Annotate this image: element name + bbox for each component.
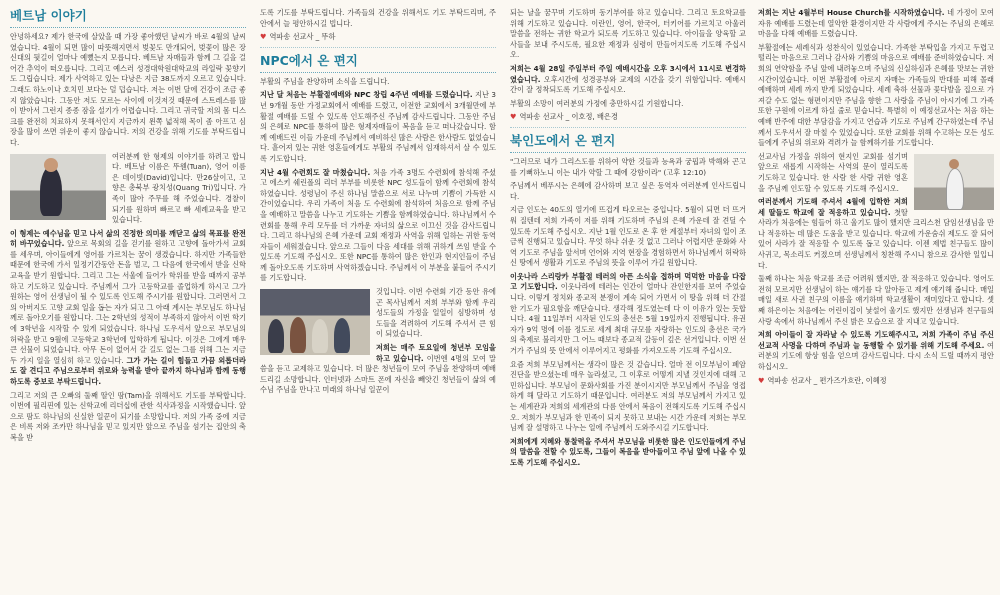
vietnam-paragraph-2a: 여러분께 한 형제의 이야기를 하려고 합니다. 베트남 이름은 뚜웬(Tuan), 영어 이름은 데이빗(David)입니다. 만26살이고, 고향은 총북부 광치성(Quang Tri)입니다. 가족이 많아 주무를 해 주었습니다. 경찰이 되기를 원하며 빠르고 빠 세례교육을 받고 있습니다.	[112, 151, 246, 225]
npc-paragraph-5: 오후시간에 성경공부와 교제의 시간을 갖기 위함입니다. 예배시간이 잘 정착되도록 기도해 주십시오.	[510, 74, 746, 95]
column-house-church	[758, 8, 994, 589]
house-church-bold-1: 저희는 지난 4월부터 House Church를 시작하였습니다.	[758, 8, 945, 17]
signature-house-church: 역파송 선교사 _ 편가즈가흐란, 이혜정	[767, 375, 887, 385]
house-church-bold-2: 여러분께서 기도해 주셔서 4월에 입학한 저희 세 딸들도 학교에 잘 적응하고 있습니다.	[758, 197, 908, 217]
vietnam-bold-1: 이 형제는 예수님을 믿고 나서 삶의 진정한 의미를 깨닫고 삶의 목표를 완전히 바꾸었습니다.	[10, 228, 246, 249]
house-church-bold-3: 저희 아이들이 잘 자라날 수 있도록 기도해주시고, 저희 가족이 주님 주신 선교적 사명을 다하며 주님과 늘 동행할 수 있기를 위해 기도해 주세요.	[758, 330, 994, 350]
vietnam-title: 베트남 이야기	[10, 8, 246, 28]
vietnam-paragraph-3: 그리고 저의 큰 오빠의 둘째 딸인 땀(Tam)을 위해서도 기도를 부탁합니다. 이번에 필리핀에 있는 신학교에 리더십에 관한 석사과정을 시작했습니다. 앞으로 땀도 하나님의 신실한 일꾼이 되기를 소망합니다. 저의 가족 중에 지금은 비록 저와 조카만 하나님을 믿고 있지만 앞으로 주님을 섬기는 집안의 축복을 받	[10, 390, 246, 442]
house-church-paragraph-3: 선교사님 가정을 위하여 현지인 교회를 섬기며 앞으로 새롭게 시작하는 사역의 문이 열리도록 기도하고 있습니다. 한 사람 한 사람 귀한 영혼을 주님께 인도할 수 있도록 기도해 주십시오.	[758, 151, 908, 193]
npc-bold-1: 지난 달 처음는 부활절예배와 NPC 창립 4주년 예배를 드렸습니다.	[260, 90, 473, 100]
npc-closing: 부활의 소망이 여러분의 가정에 충만하시길 기원합니다.	[510, 98, 684, 108]
heart-icon: ♥	[510, 112, 517, 122]
house-church-paragraph-2: 부활절에는 세례식과 성찬식이 있었습니다. 가족한 부탁입을 가지고 두렵고 떨리는 마음으로 그러나 감사와 기쁨의 마음으로 예배를 준비하였습니다. 저희의 연약함을 주님 앞에 내려놓으며 주님의 신실하심과 은혜를 맛보는 귀한 시간이었습니다. 이번 부활절에 아로지 자매는 가족들의 반대를 피해 몰래 예배하며 세례 까지 받게 되었습니다. 세례 축하 선물과 꽃다발을 집으로 가져갈 수도 없는 형편이지만 주님을 향한 그 사랑을 주님이 아시기에 그 가족 또한 구원에 이르게 하실 줄로 믿습니다. 특별히 이 예정선교사는 처음 하는 예배 반주에 대한 부담감을 가지고 연습과 기도로 주님께 간구하였는데 주님께서 도우셔서 잘 마칠 수 있었습니다. 또한 교회를 위해 수고하는 모든 성도들에게 주님의 위로와 격려가 늘 함께하기를 기도합니다.	[758, 42, 994, 148]
north-india-title: 북인도에서 온 편지	[510, 133, 746, 153]
npc-paragraph-3: 것입니다. 이번 수련회 기간 동안 유에곤 목사님께서 저희 부부와 함께 우리 성도들의 가정을 일일이 심방하며 성도들을 격려하여 기도해 주셔서 큰 힘이 되었습니다.	[376, 287, 496, 339]
divider	[510, 127, 746, 128]
house-church-paragraph-5: 둘째 하나는 처음 학교를 조금 어려워 했지만, 잘 적응하고 있습니다. 영어도 전혀 모르지만 선생님이 하는 얘기를 다 알아듣고 제게 얘기해 줍니다. 매일매일 새로 사귄 친구의 이름을 얘기하며 학교생활이 재미있다고 합니다. 셋째 하은이는 처음에는 어린이집이 낯설어 울기도 했지만 선생님과 친구들의 사랑 속에서 하나님께서 주신 밝은 모습으로 잘 지내고 있습니다.	[758, 274, 994, 326]
vietnam-paragraph-1: 안녕하세요? 제가 한국에 살았을 때 가장 좋아했던 날씨가 바로 4월의 날씨였습니다. 4월이 되면 많이 따뜻해지면서 벚꽃도 만개되어, 벚꽃이 많은 장신대의 뒷길이 얼마나 예뻤는지 모릅니다. 베트남 자매들과 함께 그 길을 걸어간 추억이 떠오릅니다. 그리고 예스러 성경대학원대학교의 라일락 꽃향기도 그립습니다. 제가 사역하고 있는 다낭은 지금 38도까지 오르고 있습니다. 그래도 하노이나 호치민 보다는 덜 덥습니다. 저는 이번 달에 건강이 조금 좋지 않았습니다. 그동안 저도 모르는 사이에 이것저것 때문에 스트레스를 많이 받아서 그런지 종종 잠을 설기가 어렵습니다. 그리고 귀국할 저의 몸 디스크를 완전히 치료하지 못해서인지 지금까지 왼쪽 넓적해 목이 좀 아프고 심장을 많이 쓰면 위운이 좋지 않습니다. 저의 건강을 위해 기도를 부탁드립니다.	[10, 32, 246, 147]
house-church-paragraph-4: 첫딸 사라가 처음에는 힘들어 하고 울기도 많이 했지만 크리스천 담임선생님을 만나 적응하는 데 많은 도움을 받고 있습니다. 학교에 가운숨쉬 제도도 잘 되어 있어 사라가 잘 적응할 수 있도록 돕고 있습니다. 이젠 제법 친구들도 많이 사귀고, 목소리도 커졌으며 선생님께서 칭찬해 주시니 참으로 감사한 일입니다.	[758, 207, 994, 270]
vietnam-paragraph-2b: 앞으로 목회의 길을 걷기를 원하고 고향에 돌아가서 교회를 세우며, 아이들에게 영어를 가르치는 꿈이 생겼습니다. 하지만 가족들한 때문에 한국에 가서 일정기간동안 돈을 벌고, 그 다음에 한국에서 받을 신학 교육을 받기 원합니다. 그리고 그는 서울에 들어가 학위를 받을 때까지 공부하고 기도하고 있습니다. 주님께서 그가 고등학교를 졸업하게 하시고 그가 원하는 영어 선생님이 될 수 있도록 인도해 주시기를 원합니다. 그러면서 그의 아버지도 고향 교회 일을 돕는 자가 되고 그 아래 계시는 부모님도 하나님께로 돌아오기를 원합니다. 그는 2학년의 성적이 부족하지 않아서 이번 학기에 3학년을 시작할 수 있게 되었습니다. 하나님 도우셔서 앞으로 부모님의 허락을 받고 9월에 고등학교 3학년에 입학하게 됩니다. 이것은 그에게 매우 큰 선물이 되었습니다. 아무 돈이 없어서 갈 길도 없는 그를 위해 그는 지금 두 가지 일을 열심히 하고 있습니다.	[10, 239, 246, 365]
photo-retreat-group	[260, 289, 370, 355]
npc-paragraph-1: 지난 3년 9개월 동안 가정교회에서 예배를 드렸고, 이전한 교회에서 3개월만에 부활절 예배를 드릴 수 있도록 인도해주신 주님께 감사드립니다. 그동안 주님의 은혜로 NPC를 통하여 많은 형제자매들이 복음을 듣고 떠나갔습니다. 함께 예배드린 이들 가운데 주님께서 예비하신 많은 사람은 한사람도 없었습니다. 흩어져 있는 귀한 영혼들에게도 부활의 주님께서 임재하셔서 살 수 있도록 기도합니다.	[260, 90, 496, 163]
house-church-paragraph-1: 네 가정이 모여 자유 예배를 드렸는데 열악한 환경이지만 각 사람에게 주시는 주님의 은혜로 마음을 다해 예배를 드렸습니다.	[758, 8, 994, 39]
house-church-paragraph-6: 여러분의 기도에 항상 힘을 얻으며 감사드립니다. 다시 소식 드릴 때까지 평안하십시오.	[758, 340, 994, 371]
vietnam-bold-2: 그가 가는 길이 힘들고 가끔 외롭더라도 잘 견디고 주님으로부터 위로와 능력을 받아 끝까지 하나님과 함께 동행하도록 중보로 부탁드립니다.	[10, 355, 246, 386]
column-north-india	[510, 8, 746, 589]
npc-title: NPC에서 온 편지	[260, 53, 496, 73]
column-vietnam	[10, 8, 246, 589]
npc-paragraph-4: 이번엔 4명의 모여 말씀을 듣고 교제하고 있습니다. 더 많은 청년들이 모여 주님을 찬양하며 예배드리길 소망합니다. 인터넷과 스마트 폰에 자신을 빼앗긴 청년들이 삶의 예수님 주님을 만나고 미래의 하나님 일꾼이	[260, 353, 496, 395]
npc-continued: 도록 기도를 부탁드립니다. 가족들의 건강을 위해서도 기도 부탁드리며, 주 안에서 늘 평안하시길 빕니다.	[260, 8, 496, 28]
npc-intro: 부활의 주님을 찬양하며 소식을 드립니다.	[260, 76, 390, 86]
india-paragraph-1: 주님께서 베푸시는 은혜에 감사하며 보고 싶은 동역자 여러분께 인사드립니다.	[510, 181, 746, 201]
npc-paragraph-2: 처음 가족 3명도 수련회에 참석해 주셨고 에스키 쉐린폴의 리더 부부를 비롯한 NPC 성도들이 함께 수련회에 참석하였습니다. 성령님이 주신 하나님 말씀으로 서로 나누며 기쁨이 가득한 시간이었습니다. 우리 가족이 처음 도 수련회에 참석하여 처음으로 함께 주님을 예배하고 말씀을 나누고 기도하는 기쁨을 함께하였습니다. 하나님께서 수련회를 통해 우리 모두를 더 가까운 자녀의 삶으로 이끄신 것을 감사드립니다. 그리고 하나님의 은혜 가운데 교회 재정과 사역을 위해 일하는 귀한 동역자들이 세워졌습니다. 앞으로 그들이 다음 세대를 위해 귀하게 쓰임 받을 수 있도록 기도해 주십시오. 또한 NPC를 통하여 많은 한인과 현지인들이 주님께 돌아오도록 기도하며 사역하겠습니다. 주님께서 이 부분을 붙들어 주시기를 기도합니다.	[260, 167, 496, 283]
heart-icon: ♥	[260, 32, 267, 42]
npc-bold-4: 저희는 4월 28일 주일부터 주일 예배시간을 오후 3시에서 11시로 변경하였습니다.	[510, 63, 746, 84]
npc-bold-3: 저희는 매주 토요일에 청년부 모임을 하고 있습니다.	[376, 343, 496, 363]
npc-continued-2: 되는 날을 꿈꾸며 기도하며 동기부여를 하고 있습니다. 그리고 토요학교를 위해 기도하고 있습니다. 이란인, 영어, 한국어, 터키어를 가르치고 아울러 말씀을 전하는 귀한 학교가 되도록 기도하고 있습니다. 아이들을 양육할 교사들을 보내 주시도록, 필요한 재정과 심령이 만들어지도록 기도해 주십시오.	[510, 8, 746, 60]
signature-npc: 역파송 선교사 _ 이호정, 배은경	[519, 112, 618, 122]
photo-brother-teaching	[10, 154, 106, 220]
photo-preacher	[914, 154, 994, 210]
india-bold-1: 이웃나라 스리랑카 부활절 테러의 아픈 소식을 접하며 먹먹한 마음을 다잡고 기도합니다.	[510, 271, 746, 292]
india-paragraph-3: 이웃나라에 테러는 인간이 얼마나 잔인한지를 보여 주었습니다. 이렇게 정치와 종교적 분쟁이 계속 되어 가면서 이 땅을 위해 더 간절한 기도가 필요함을 깨닫습니다. 생각해 정도였는데 다 이 이유가 있는 듯합니다. 4월 11일부터 시작된 인도의 총선은 5월 19일까지 진행됩니다. 유권자가 9억 명에 이를 정도로 세계 최대 규모를 자랑하는 인도의 총선은 국가의 축제로 불리지만 그 어느 때보다 종교적 갈등이 깊은 선거입니다. 이번 선거가 주님의 뜻 안에서 이루어지고 평화를 가져오도록 기도해 주십시오.	[510, 282, 746, 356]
india-bold-2: 저희에게 지혜와 통찰력을 주셔서 부모님을 비롯한 많은 인도인들에게 주님의 말씀을 전할 수 있도록, 그들이 복음을 받아들이고 주님 앞에 나올 수 있도록 기도해 주십시오.	[510, 436, 746, 467]
npc-bold-2: 지난 4월 수련회도 잘 마쳤습니다.	[260, 167, 371, 177]
india-paragraph-2: 지금 인도는 40도의 열기에 뜨겁게 타오르는 중입니다. 5월이 되면 더 뜨거워 질텐데 저희 가족이 저를 위해 기도하며 주님의 은혜 가운데 잘 견딜 수 있도록 기도해 주십시오. 지난 1월 인도로 온 후 한 계절부터 자녀의 일이 조금씩 진행되고 있습니다. 무엇 하나 쉬운 것 없고 그러나 어렵지만 문화와 사역 기도로 주님을 앞서며 언어와 지역 현장을 경험하면서 하나님께서 허락하신 땅에서 생활과 기도로 주님의 뜻을 이루어 가길 원합니다.	[510, 205, 746, 268]
bible-quote: "그러므로 내가 그리스도를 위하여 약한 것들과 능욕과 궁핍과 박해와 곤고를 기뻐하노니 이는 내가 약할 그 때에 강함이라" (고후 12:10)	[510, 156, 746, 177]
divider	[260, 47, 496, 48]
heart-icon: ♥	[758, 375, 765, 385]
column-npc	[260, 8, 496, 589]
india-paragraph-4: 요즘 저희 부모님께서는 생각이 많은 것 같습니다. 얼마 전 이모부님이 폐암 진단을 받으셨는데 매우 놀라셨고, 그 이후로 어떻게 지낼 것인지에 대해 고민하십니다. 부모님이 문화사회를 가진 분이시지만 부모님께서 주님을 영접하게 해 달라고 기도하기 때문입니다. 여러분도 저의 부모님께서 가지고 있는 세계관과 저희의 세계관의 다름 안에서 복음이 전해지도록 기도해 주십시오. 저희가 부모님과 한 민족이 되지 못하고 보내는 시간 가운데 저희는 부모님께 잘 설명하고 나누는 일에 주님께서 도와주시길 기도합니다.	[510, 359, 746, 433]
signature-vietnam: 역파송 선교사 _ 뚜하	[269, 32, 336, 42]
